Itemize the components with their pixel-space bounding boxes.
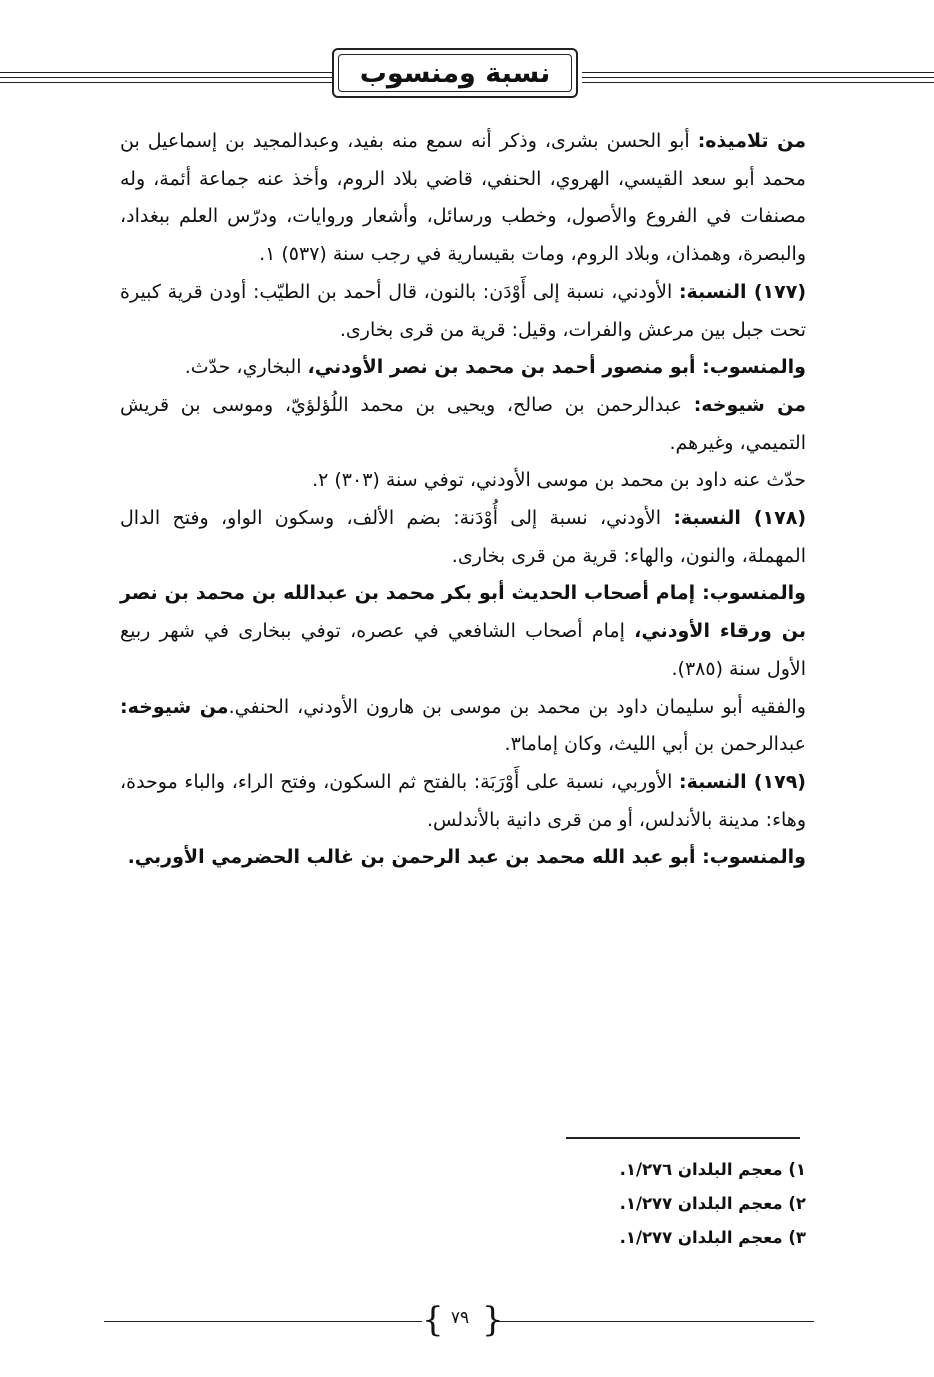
paragraph-text: حدّث عنه داود بن محمد بن موسى الأودني، توفي سنة (٣٠٣) ٢. <box>312 469 806 492</box>
paragraph-text: الأوربي، نسبة على أَوْرَبَة: بالفتح ثم السكون، وفتح الراء، والباء موحدة، وهاء: مدينة بالأندلس، أو من قرى دانية بالأندلس. <box>120 770 806 831</box>
paragraph-lead: من شيوخه: <box>120 695 229 718</box>
page-number-brace-left: { <box>422 1300 444 1340</box>
paragraph-text: الأودني، نسبة إلى أَوْدَن: بالنون، قال أحمد بن الطيّب: أودن قرية كبيرة تحت جبل بين مرعش والفرات، وقيل: قرية من قرى بخارى. <box>120 280 806 341</box>
paragraph <box>120 123 806 274</box>
header-title-box <box>332 48 578 98</box>
page-number-rule-left <box>104 1321 422 1322</box>
footnote: ٣) معجم البلدان ١/٢٧٧. <box>619 1228 806 1247</box>
header-rule-left <box>0 72 332 86</box>
page-number-brace-right: } <box>482 1300 504 1340</box>
paragraph-text: البخاري، حدّث. <box>184 356 308 379</box>
paragraph-text: إمام أصحاب الشافعي في عصره، توفي ببخارى في شهر ربيع الأول سنة (٣٨٥). <box>120 620 806 680</box>
page-number-rule-right <box>496 1321 814 1322</box>
main-text <box>120 123 806 877</box>
paragraph-lead: (١٧٧) النسبة: <box>678 280 806 303</box>
header-rule-right <box>582 72 934 86</box>
footnote: ١) معجم البلدان ١/٢٧٦. <box>619 1160 806 1179</box>
paragraph-lead: (١٧٩) النسبة: <box>679 770 806 793</box>
paragraph-text: عبدالرحمن بن أبي الليث، وكان إماما٣. <box>504 733 806 756</box>
paragraph-lead: (١٧٨) النسبة: <box>673 507 806 530</box>
paragraph-text: أبو الحسن بشرى، وذكر أنه سمع منه بفيد، وعبدالمجيد بن إسماعيل بن محمد أبو سعد القيسي، الهروي، الحنفي، قاضي بلاد الروم، وأخذ عنه جماعة أئمة، وله مصنفات في الفروع والأصول، وخطب ورسائل، وأشعار وروايات، ودرّس العلم ببغداد، والبصرة، وهمذان، وبلاد الروم، ومات بقيسارية في رجب سنة (٥٣٧) ١. <box>120 130 806 266</box>
footnote-separator <box>566 1137 800 1139</box>
paragraph-text: عبدالرحمن بن صالح، ويحيى بن محمد اللُؤلؤيّ، وموسى بن قريش التميمي، وغيرهم. <box>120 393 806 454</box>
page-number: ٧٩ <box>450 1308 470 1328</box>
footnote: ٢) معجم البلدان ١/٢٧٧. <box>619 1194 806 1213</box>
paragraph <box>120 462 806 500</box>
paragraph-lead: والمنسوب: أبو عبد الله محمد بن عبد الرحمن بن غالب الحضرمي الأوربي. <box>127 846 806 869</box>
paragraph <box>120 839 806 877</box>
paragraph <box>120 575 806 688</box>
paragraph-lead: والمنسوب: أبو منصور أحمد بن محمد بن نصر الأودني، <box>307 356 806 379</box>
header-title-inner-frame <box>338 54 572 92</box>
paragraph-text: والفقيه أبو سليمان داود بن محمد بن موسى بن هارون الأودني، الحنفي. <box>228 695 806 718</box>
page-header-title: نسبة ومنسوب <box>359 57 551 89</box>
paragraph-lead: والمنسوب: إمام أصحاب الحديث أبو بكر محمد بن عبدالله بن محمد بن نصر بن ورقاء الأودني، <box>120 582 806 643</box>
paragraph <box>120 387 806 462</box>
paragraph-lead: من تلاميذه: <box>697 130 806 152</box>
paragraph <box>120 764 806 839</box>
paragraph <box>120 274 806 349</box>
paragraph-lead: من شيوخه: <box>693 393 806 416</box>
paragraph-text: الأودني، نسبة إلى أُوْدَنة: بضم الألف، وسكون الواو، وفتح الدال المهملة، والنون، والهاء: قرية من قرى بخارى. <box>120 507 806 567</box>
footnotes <box>560 1153 806 1255</box>
paragraph <box>120 349 806 387</box>
paragraph <box>120 500 806 575</box>
paragraph <box>120 689 806 764</box>
